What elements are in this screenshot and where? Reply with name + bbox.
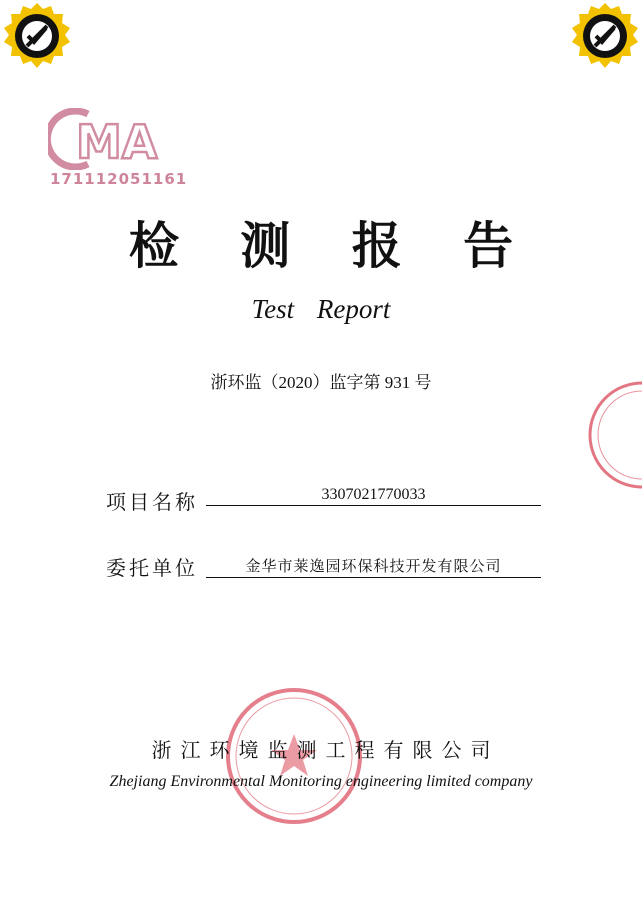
organization-name: 浙江环境监测工程有限公司 <box>151 738 500 762</box>
pdf-xchange-badge-icon[interactable] <box>2 2 72 72</box>
cma-letters: MA <box>76 115 158 169</box>
project-name-value: 3307021770033 <box>206 486 541 506</box>
client-unit-value: 金华市莱逸园环保科技开发有限公司 <box>206 555 541 578</box>
document-number: 浙环监（2020）监字第 931 号 <box>210 373 432 392</box>
project-name-label: 项目名称 <box>106 490 198 514</box>
page-title: 检 测 报 告 <box>128 216 536 275</box>
client-unit-label: 委托单位 <box>106 556 198 580</box>
pdf-xchange-badge-icon[interactable] <box>570 2 640 72</box>
organization-name-english: Zhejiang Environmental Monitoring engineering limited company <box>109 773 533 790</box>
page-title-english: Test Report <box>251 294 391 324</box>
cma-number: 171112051161 <box>50 170 188 188</box>
cma-stamp-icon <box>48 108 178 170</box>
partial-seal-icon <box>580 380 642 490</box>
